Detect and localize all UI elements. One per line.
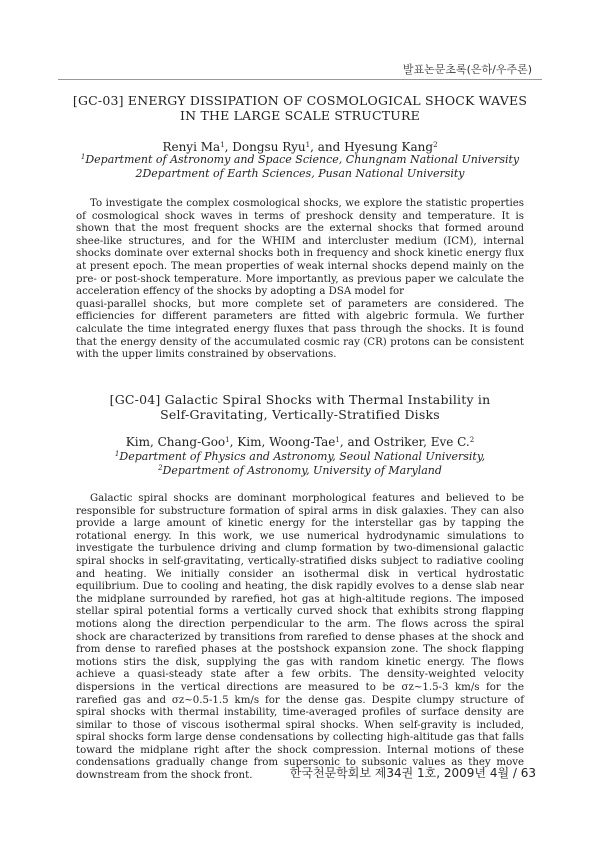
header-divider <box>58 79 542 80</box>
paper1-abstract <box>76 198 524 362</box>
paper1-title-line1: [GC-03] ENERGY DISSIPATION OF COSMOLOGICAL SHOCK WAVES <box>72 93 528 108</box>
paper1-affiliation2: 2Department of Earth Sciences, Pusan National University <box>135 167 465 180</box>
section-tag: 발표논문초록(은하/우주론) <box>402 63 532 76</box>
paper1-abstract-p1: To investigate the complex cosmological shocks, we explore the statistic properties of cosmological shock waves in terms of preshock density and temperature. It is shown that the most frequent shocks are the external shocks that formed around shee-like structures, and for the WHIM and intercluster medium (ICM), internal shocks dominate over external shocks both in frequency and shock kinetic energy flux at present epoch. The mean properties of weak internal shocks depend mainly on the pre- or post-shock temperature. More importantly, as previous paper we calculate the acceleration effency of the shocks by adopting a DSA model for <box>76 198 524 298</box>
author-sup: 1 <box>225 436 230 444</box>
author-sup: 2 <box>469 436 475 444</box>
author-sup: 1 <box>335 436 340 444</box>
author: Dongsu Ryu <box>232 140 306 154</box>
paper2-affiliation2: $^2$Department of Astronomy, University of Maryland <box>158 464 442 477</box>
paper1-abstract-p2: quasi-parallel shocks, but more complete set of parameters are considered. The efficiencies for different parameters are fitted with algebric formula. We further calculate the time integrated energy fluxes that pass through the shocks. It is found that the energy density of the accumulated cosmic ray (CR) protons can be consistent with the upper limits constrained by observations. <box>76 298 524 361</box>
journal-citation: 한국천문학회보 제34권 1호, 2009년 4월 / 63 <box>289 766 536 780</box>
paper2-abstract <box>76 493 524 783</box>
paper2-title <box>70 392 530 422</box>
paper2-title-line2: Self-Gravitating, Vertically-Stratified Disks <box>160 407 440 422</box>
author-sup: 1 <box>220 141 225 149</box>
paper2-abstract-text: Galactic spiral shocks are dominant morphological features and believed to be responsible for substructure formation of spiral arms in disk galaxies. They can also provide a large amount of kinetic energy for the interstellar gas by tapping the rotational energy. In this work, we use numerical hydrodynamic simulations to investigate the turbulence driving and clump formation by two-dimensional galactic spiral shocks in self-gravitating, vertically-stratified disks subject to radiative cooling and heating. We initially consider an isothermal disk in vertical hydrostatic equilibrium. Due to cooling and heating, the disk rapidly evolves to a dense slab near the midplane surrounded by rarefied, hot gas at high-altitude regions. The imposed stellar spiral potential forms a vertically curved shock that exhibits strong flapping motions along the direction perpendicular to the arm. The flows across the spiral shock are characterized by transitions from rarefied to dense phases at the shock and from dense to rarefied phases at the postshock expansion zone. The shock flapping motions stirs the disk, supplying the gas with random kinetic energy. The flows achieve a quasi-steady state after a few orbits. The density-weighted velocity dispersions in the vertical directions are measured to be σz~1.5-3 km/s for the rarefied gas and σz~0.5-1.5 km/s for the dense gas. Despite clumpy structure of spiral shocks with thermal instability, time-averaged profiles of surface density are similar to those of viscous isothermal spiral shocks. When self-gravity is included, spiral shocks form large dense condensations by collecting high-altitude gas that falls toward the midplane right after the shock compression. Internal motions of these condensations gradually change from supersonic to subsonic values as they move downstream from the shock front. <box>76 493 524 782</box>
author-sup: 1 <box>305 141 311 149</box>
paper2-title-line1: [GC-04] Galactic Spiral Shocks with Thermal Instability in <box>109 392 491 407</box>
paper1-affiliation1: $^1$Department of Astronomy and Space Science, Chungnam National University <box>80 153 520 166</box>
author: Renyi Ma <box>162 140 221 154</box>
author: Kim, Chang-Goo <box>125 435 226 449</box>
paper2-authors: Kim, Chang-Goo$^1$, Kim, Woong-Tae$^1$, and Ostriker, Eve C.$^2$ <box>125 435 475 449</box>
author: Ostriker, Eve C. <box>373 435 470 449</box>
paper1-authors: Renyi Ma$^1$, Dongsu Ryu$^1$, and Hyesung Kang$^2$ <box>162 140 438 154</box>
paper1-title-line2: IN THE LARGE SCALE STRUCTURE <box>180 108 420 123</box>
author-sup: 2 <box>433 141 438 149</box>
paper2-affiliation1: $^1$Department of Physics and Astronomy, Seoul National University, <box>114 450 486 463</box>
paper1-title <box>70 93 530 123</box>
author: Kim, Woong-Tae <box>237 435 336 449</box>
author: Hyesung Kang <box>344 140 434 154</box>
